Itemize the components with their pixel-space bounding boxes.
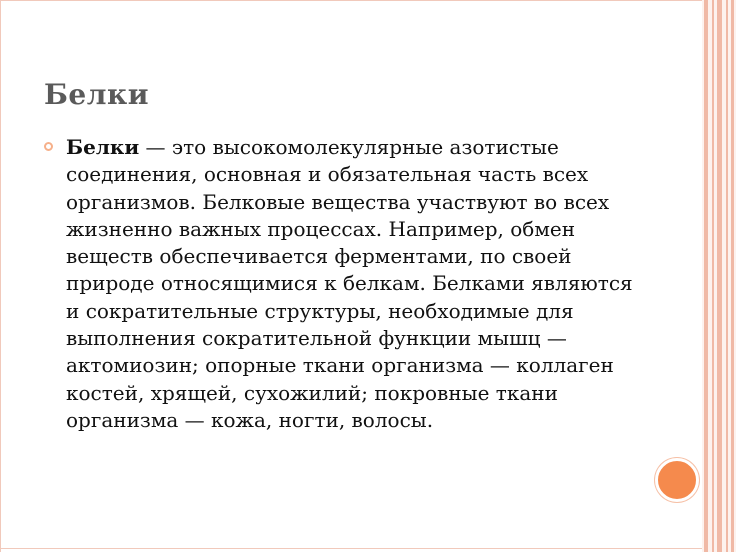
stripe (704, 0, 708, 552)
bullet-item (44, 134, 634, 434)
stripe (712, 0, 714, 552)
decorative-circle (655, 458, 699, 502)
bullet-paragraph (66, 134, 634, 434)
bullet-body: — это высокомолекулярные азотистые соединения, основная и обязательная часть всех организмов. Белковые вещества участвуют во всех жизненно важных процессах. Например, обмен веществ обеспечивается ферментами, по своей природе относящимися к белкам. Белками являются и сократительные структуры, необходимые для выполнения сократительной функции мышц — актомиозин; опорные ткани организма — коллаген костей, хрящей, сухожилий; покровные ткани организма — кожа, ногти, волосы. (66, 135, 633, 432)
bullet-term: Белки (66, 135, 140, 159)
slide-content (44, 134, 634, 434)
bullet-circle-icon (44, 142, 53, 151)
frame-left-line (0, 0, 1, 552)
stripe (726, 0, 728, 552)
frame-top-line (0, 0, 702, 1)
stripe (731, 0, 734, 552)
decorative-stripes (702, 0, 736, 552)
frame-bottom-line (0, 548, 702, 549)
slide-title: Белки (44, 78, 149, 111)
stripe (717, 0, 722, 552)
